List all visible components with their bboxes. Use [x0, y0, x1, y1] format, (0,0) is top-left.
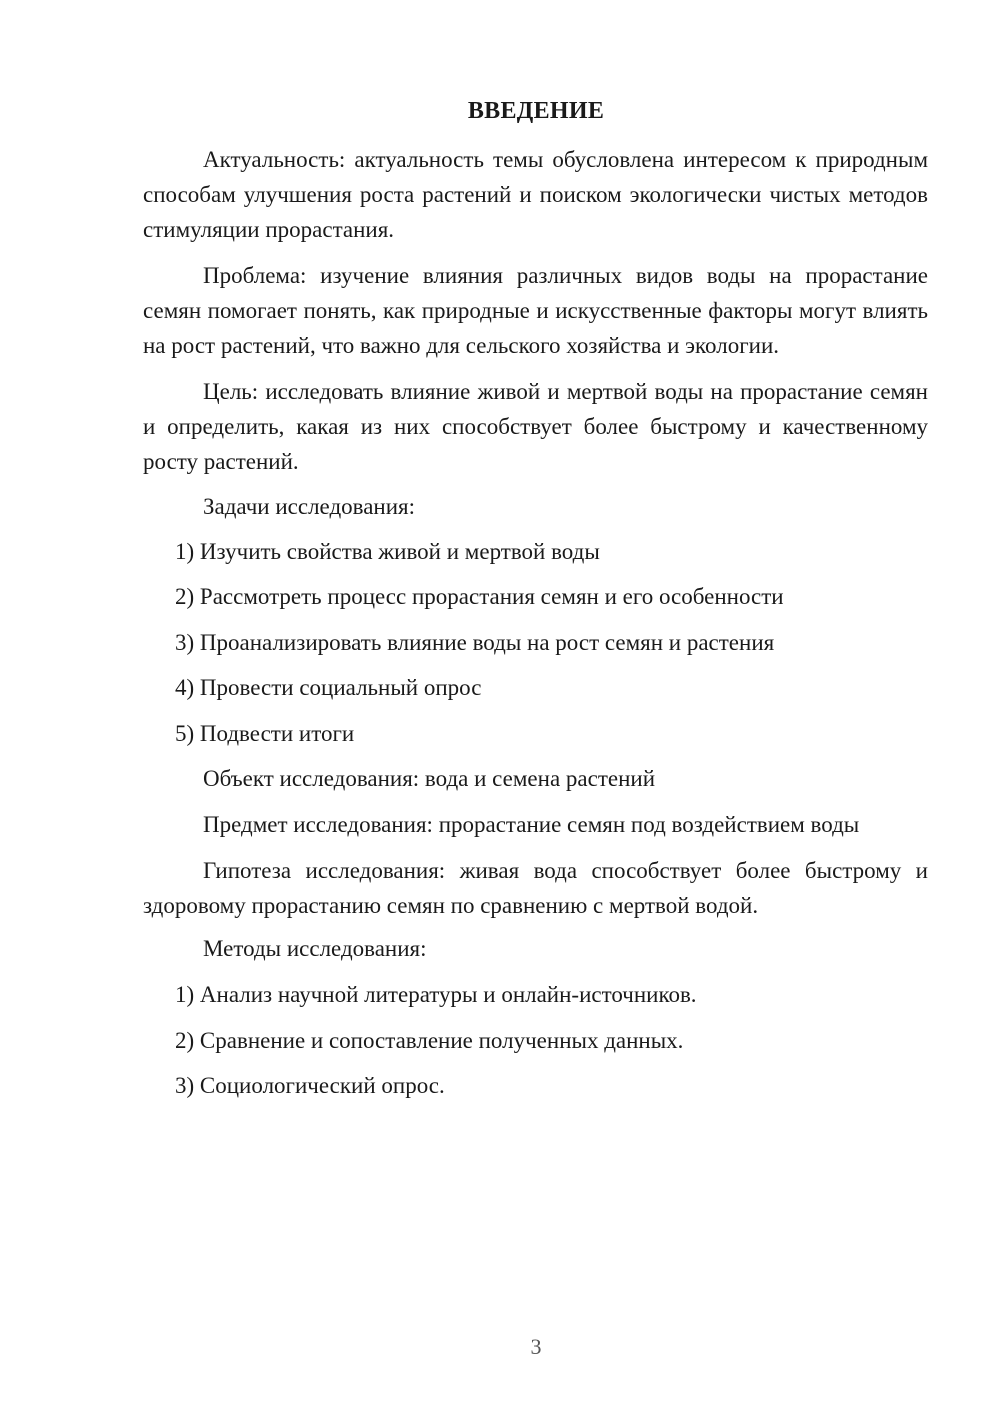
method-item-1: 1) Анализ научной литературы и онлайн-источников.	[175, 982, 697, 1007]
paragraph-hypothesis: Гипотеза исследования: живая вода способствует более быстрому и здоровому прорастанию семян по сравнению с мертвой водой.	[143, 858, 928, 918]
task-item-3: 3) Проанализировать влияние воды на рост семян и растения	[175, 630, 775, 655]
research-object: Объект исследования: вода и семена растений	[203, 766, 656, 791]
paragraph-relevance: Актуальность: актуальность темы обусловлена интересом к природным способам улучшения роста растений и поиском экологически чистых методов стимуляции прорастания.	[143, 147, 928, 242]
methods-heading: Методы исследования:	[203, 936, 427, 961]
paragraph-goal: Цель: исследовать влияние живой и мертвой воды на прорастание семян и определить, какая из них способствует более быстрому и качественному росту растений.	[143, 379, 928, 474]
paragraph-problem: Проблема: изучение влияния различных видов воды на прорастание семян помогает понять, как природные и искусственные факторы могут влиять на рост растений, что важно для сельского хозяйства и экологии.	[143, 263, 928, 358]
task-item-5: 5) Подвести итоги	[175, 721, 355, 746]
section-title: ВВЕДЕНИЕ	[467, 98, 605, 124]
method-item-3: 3) Социологический опрос.	[175, 1073, 445, 1098]
task-item-1: 1) Изучить свойства живой и мертвой воды	[175, 539, 600, 564]
research-subject: Предмет исследования: прорастание семян под воздействием воды	[203, 812, 860, 837]
task-item-2: 2) Рассмотреть процесс прорастания семян и его особенности	[175, 584, 784, 609]
page-number: 3	[530, 1334, 542, 1359]
method-item-2: 2) Сравнение и сопоставление полученных данных.	[175, 1028, 684, 1053]
tasks-heading: Задачи исследования:	[203, 494, 416, 519]
task-item-4: 4) Провести социальный опрос	[175, 675, 482, 700]
